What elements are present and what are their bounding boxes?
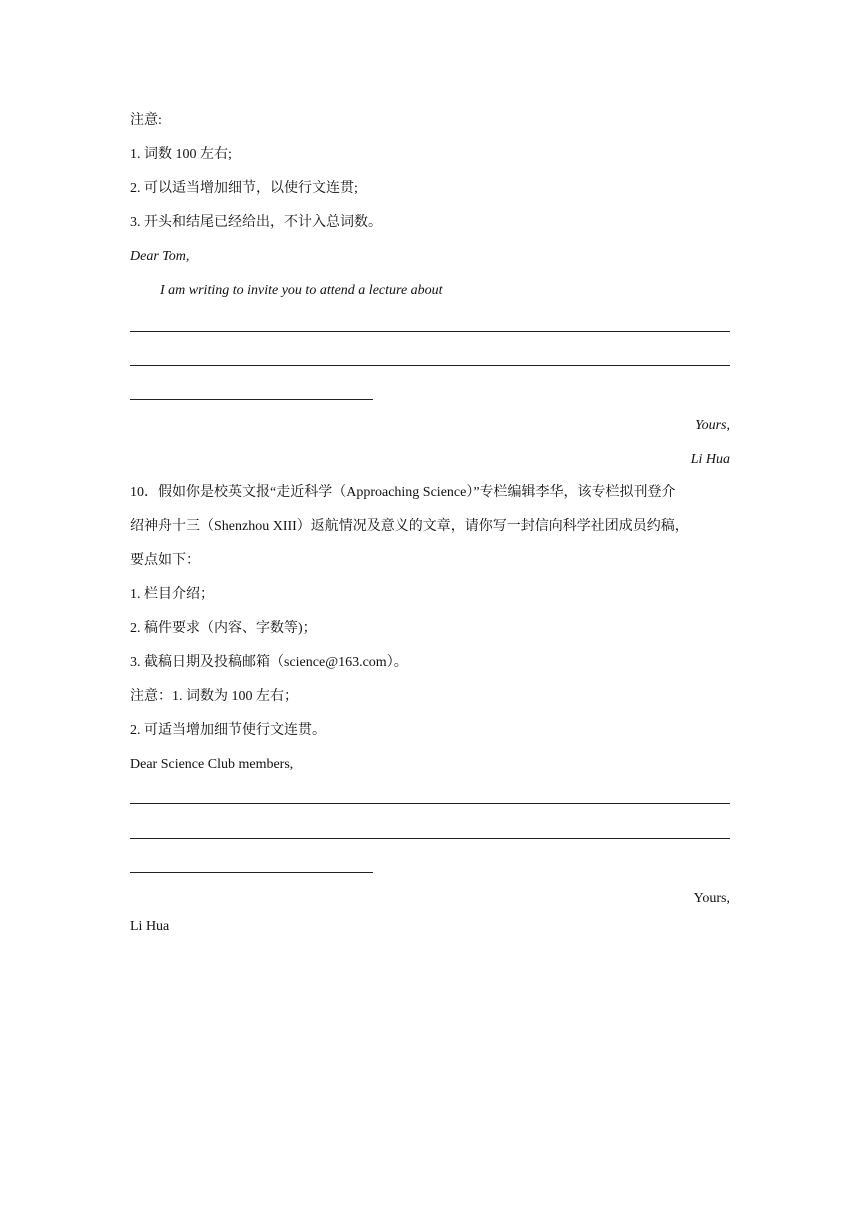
- answer-line-2: [130, 365, 730, 366]
- answer-line-3: [130, 399, 373, 400]
- note-item-3: 3. 开头和结尾已经给出，不计入总词数。: [130, 215, 382, 230]
- note-item-2: 2. 可以适当增加细节，以使行文连贯;: [130, 181, 358, 196]
- answer-line-5: [130, 838, 730, 839]
- answer-line-4: [130, 803, 730, 804]
- question-prompt-line-1: 10．假如你是校英文报“走近科学（Approaching Science）”专栏编辑李华，该专栏拟刊登介: [130, 485, 676, 500]
- letter-closing: Yours,: [695, 418, 730, 433]
- note-item-1: 1. 词数 100 左右;: [130, 147, 232, 162]
- point-item-2: 2. 稿件要求（内容、字数等)；: [130, 621, 317, 636]
- letter-signature-2: Li Hua: [130, 919, 170, 934]
- letter-salutation: Dear Tom,: [130, 249, 190, 264]
- point-item-3: 3. 截稿日期及投稿邮箱（science@163.com）。: [130, 655, 408, 670]
- note-item-a: 注意：1. 词数为 100 左右；: [130, 689, 298, 704]
- note-heading: 注意:: [130, 113, 162, 128]
- point-item-1: 1. 栏目介绍；: [130, 587, 214, 602]
- letter-opening: I am writing to invite you to attend a lecture about: [160, 283, 443, 298]
- note-item-b: 2. 可适当增加细节使行文连贯。: [130, 723, 326, 738]
- letter-signature: Li Hua: [690, 452, 730, 467]
- question-prompt-line-2: 绍神舟十三（Shenzhou XIII）返航情况及意义的文章，请你写一封信向科学社团成员约稿，: [130, 519, 689, 534]
- letter-closing-2: Yours,: [693, 891, 730, 906]
- answer-line-1: [130, 331, 730, 332]
- answer-line-6: [130, 872, 373, 873]
- letter-salutation-2: Dear Science Club members,: [130, 757, 294, 772]
- question-prompt-line-3: 要点如下：: [130, 553, 200, 568]
